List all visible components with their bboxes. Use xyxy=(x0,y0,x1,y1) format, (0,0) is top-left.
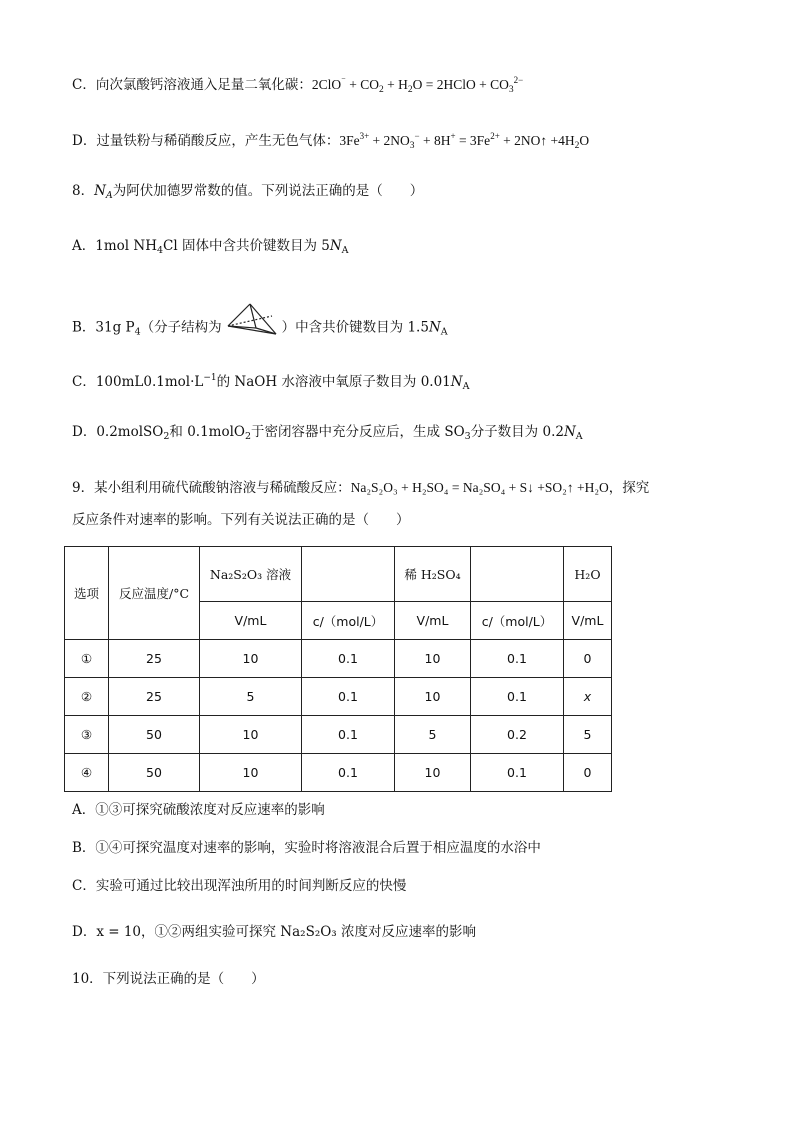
q8-stem: 8．$N_A$为阿伏加德罗常数的值。下列说法正确的是（ ） xyxy=(72,183,424,201)
row-v1: 10 xyxy=(200,716,302,754)
q9-stem-line2: 反应条件对速率的影响。下列有关说法正确的是（ ） xyxy=(72,512,410,528)
row-c1: 0.1 xyxy=(302,678,395,716)
subheader-v3: V/mL xyxy=(564,602,612,640)
row-v1: 10 xyxy=(200,754,302,792)
row-number: ④ xyxy=(65,754,109,792)
row-v3: x xyxy=(564,678,612,716)
q9-option-b: B．①④可探究温度对速率的影响，实验时将溶液混合后置于相应温度的水浴中 xyxy=(72,840,541,856)
q9-stem-line1: 9．某小组利用硫代硫酸钠溶液与稀硫酸反应：Na₂S₂O₃ + H₂SO₄ = Na₂SO₄ + S↓ +SO₂↑ +H₂O，探究 xyxy=(72,480,650,496)
row-temperature: 50 xyxy=(109,754,200,792)
q10-stem: 10．下列说法正确的是（ ） xyxy=(72,971,265,987)
q8-option-d: D．0.2molSO$_2$和 0.1molO$_2$于密闭容器中充分反应后，生成 $SO_3$分子数目为 $0.2N_A$ xyxy=(72,424,583,442)
header-option: 选项 xyxy=(65,547,109,640)
subheader-c2: c/（mol/L） xyxy=(471,602,564,640)
row-number: ② xyxy=(65,678,109,716)
row-number: ③ xyxy=(65,716,109,754)
subheader-c1: c/（mol/L） xyxy=(302,602,395,640)
row-v3: 0 xyxy=(564,754,612,792)
row-v3: 5 xyxy=(564,716,612,754)
header-h2so4: 稀 H₂SO₄ xyxy=(395,547,471,602)
tetrahedron-structure-icon xyxy=(224,302,280,340)
row-c2: 0.1 xyxy=(471,640,564,678)
q7-option-d: D．过量铁粉与稀硝酸反应，产生无色气体：$3Fe^{3+} + 2NO_3^- + 8H^+ = 3Fe^{2+}$ + 2NO↑ $+4H_2O$ xyxy=(72,131,590,151)
row-c1: 0.1 xyxy=(302,754,395,792)
header-temperature: 反应温度/°C xyxy=(109,547,200,640)
q8-option-c: C．$100mL0.1mol\cdot L^{-1}$的 NaOH 水溶液中氧原子数目为 $0.01N_A$ xyxy=(72,373,470,392)
row-v3: 0 xyxy=(564,640,612,678)
table-row xyxy=(65,640,612,678)
row-c2: 0.2 xyxy=(471,716,564,754)
experiment-table xyxy=(64,546,612,792)
subheader-v2: V/mL xyxy=(395,602,471,640)
row-v1: 5 xyxy=(200,678,302,716)
row-v2: 5 xyxy=(395,716,471,754)
q8-option-a: A．1mol $NH_4Cl$ 固体中含共价键数目为 $5N_A$ xyxy=(72,238,349,256)
q7-c-equation: $2ClO^{^-} + CO_2 + H_2O$ = 2HClO + $CO_3^{2-}$ xyxy=(311,75,524,95)
row-v2: 10 xyxy=(395,754,471,792)
q9-option-d: D．x = 10，①②两组实验可探究 Na₂S₂O₃ 浓度对反应速率的影响 xyxy=(72,924,477,940)
row-temperature: 25 xyxy=(109,640,200,678)
row-c1: 0.1 xyxy=(302,716,395,754)
header-empty-2 xyxy=(471,547,564,602)
header-empty-1 xyxy=(302,547,395,602)
row-temperature: 50 xyxy=(109,716,200,754)
header-h2o: H₂O xyxy=(564,547,612,602)
table-row xyxy=(65,754,612,792)
q7-d-equation: $3Fe^{3+} + 2NO_3^- + 8H^+ = 3Fe^{2+}$ + 2NO↑ $+4H_2O$ xyxy=(339,131,590,151)
table-row xyxy=(65,678,612,716)
row-c1: 0.1 xyxy=(302,640,395,678)
q9-option-c: C．实验可通过比较出现浑浊所用的时间判断反应的快慢 xyxy=(72,878,407,894)
q7-option-c: C．向次氯酸钙溶液通入足量二氧化碳：$2ClO^{^-} + CO_2 + H_2O$ = 2HClO + $CO_3^{2-}$ xyxy=(72,75,524,95)
q9-option-a: A．①③可探究硫酸浓度对反应速率的影响 xyxy=(72,802,325,818)
subheader-v1: V/mL xyxy=(200,602,302,640)
header-na2s2o3: Na₂S₂O₃ 溶液 xyxy=(200,547,302,602)
row-v2: 10 xyxy=(395,678,471,716)
row-c2: 0.1 xyxy=(471,754,564,792)
row-temperature: 25 xyxy=(109,678,200,716)
row-c2: 0.1 xyxy=(471,678,564,716)
row-number: ① xyxy=(65,640,109,678)
row-v2: 10 xyxy=(395,640,471,678)
table-header-row xyxy=(65,547,612,602)
row-v1: 10 xyxy=(200,640,302,678)
q8-option-b: B．31g $P_4$（分子结构为 ）中含共价键数目为 $1.5N_A$ xyxy=(72,316,448,343)
table-row xyxy=(65,716,612,754)
